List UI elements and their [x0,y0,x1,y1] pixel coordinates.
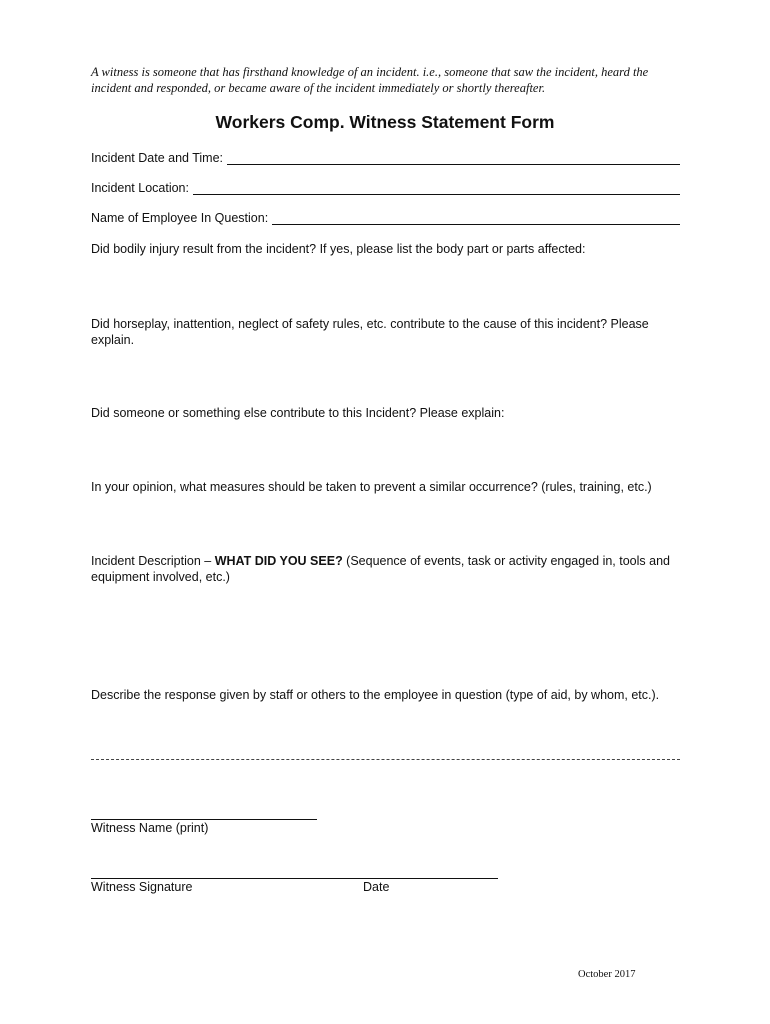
question-incident-description [91,553,691,585]
witness-name-line[interactable] [91,819,317,820]
question-prevention: In your opinion, what measures should be taken to prevent a similar occurrence? (rules, training, etc.) [91,480,652,494]
witness-name-label: Witness Name (print) [91,821,209,835]
question-horseplay: Did horseplay, inattention, neglect of safety rules, etc. contribute to the cause of this incident? Please explain. [91,317,649,347]
page-title: Workers Comp. Witness Statement Form [215,112,555,132]
employee-name-line[interactable] [272,212,680,225]
question-bodily-injury: Did bodily injury result from the incident? If yes, please list the body part or parts affected: [91,242,586,256]
incident-location-field [91,181,680,195]
incident-date-time-line[interactable] [227,152,680,165]
employee-name-field [91,211,680,225]
intro-text: A witness is someone that has firsthand knowledge of an incident. i.e., someone that saw the incident, heard the incident and responded, or became aware of the incident immediately or shortly thereafter. [91,65,649,95]
revision-date: October 2017 [578,969,636,980]
incident-location-label: Incident Location: [91,181,189,195]
incident-date-time-field [91,151,680,165]
incident-location-line[interactable] [193,182,680,195]
employee-name-label: Name of Employee In Question: [91,211,269,225]
incident-date-time-label: Incident Date and Time: [91,151,224,165]
question-response: Describe the response given by staff or others to the employee in question (type of aid, by whom, etc.). [91,688,660,702]
question-someone-else: Did someone or something else contribute to this Incident? Please explain: [91,406,505,420]
witness-signature-line[interactable] [91,878,498,879]
dashed-divider [91,759,680,760]
description-bold: WHAT DID YOU SEE? [214,554,343,568]
description-prefix: Incident Description – [91,554,215,568]
date-label: Date [363,880,390,894]
description-suffix: (Sequence of events, task or activity engaged in, tools and equipment involved, etc.) [91,554,670,584]
witness-signature-label: Witness Signature [91,880,193,894]
